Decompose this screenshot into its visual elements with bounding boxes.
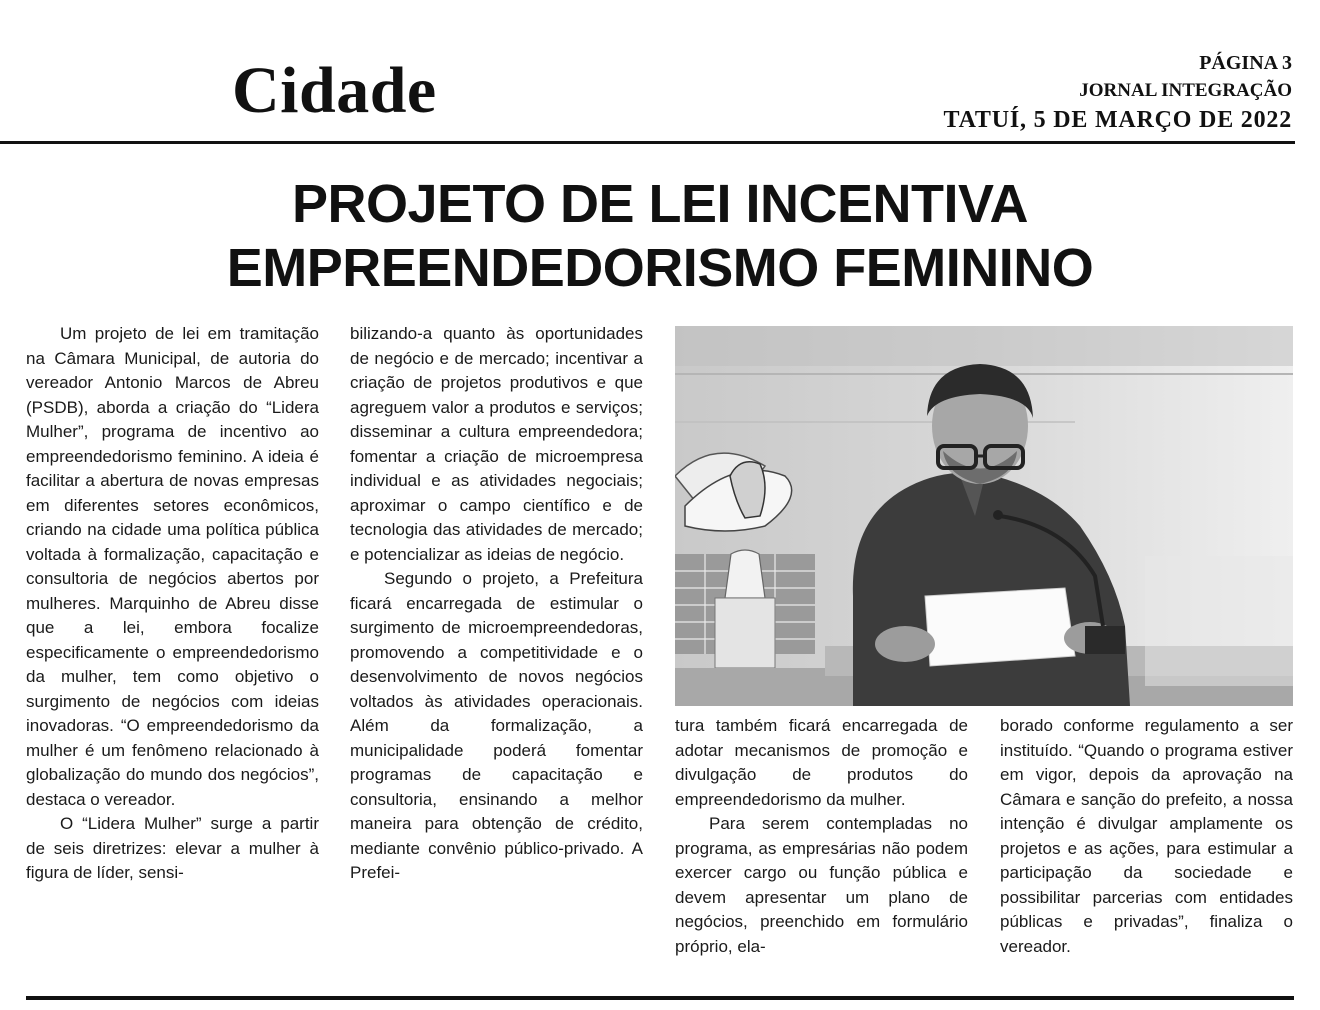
paragraph: borado conforme regulamento a ser instituído. “Quando o programa estiver em vigor, depois da aprovação na Câmara e sanção do prefeito, a nossa intenção é divulgar amplamente os projetos e as ações, para estimular a participação da sociedade e possibilitar parcerias com entidades públicas e privadas”, finaliza o vereador. [1000, 716, 1293, 956]
article-column-4 [1000, 714, 1293, 992]
paragraph: bilizando-a quanto às oportunidades de negócio e de mercado; incentivar a criação de projetos produtivos e que agreguem valor a produtos e serviços; disseminar a cultura empreendedora; fomentar a criação de microempresa individual e as atividades negociais; aproximar o campo científico e de tecnologia das atividades de mercado; e potencializar as ideias de negócio. [350, 324, 643, 564]
masthead-divider [0, 141, 1295, 144]
paragraph: tura também ficará encarregada de adotar mecanismos de promoção e divulgação de produtos do empreendedorismo da mulher. [675, 716, 968, 809]
article-column-3 [675, 714, 968, 992]
article-column-1 [26, 322, 319, 992]
paragraph: O “Lidera Mulher” surge a partir de seis diretrizes: elevar a mulher à figura de líder, sensi- [26, 814, 319, 882]
paragraph: Segundo o projeto, a Prefeitura ficará encarregada de estimular o surgimento de microempreendedoras, promovendo a competitividade e o desenvolvimento de novos negócios voltados às atividades operacionais. Além da formalização, a municipalidade poderá fomentar programas de capacitação e consultoria, ensinando a melhor maneira para obtenção de crédito, mediante convênio público-privado. A Prefei- [350, 569, 643, 882]
section-title: Cidade [232, 54, 437, 127]
page-number: PÁGINA 3 [1199, 52, 1292, 74]
article-photo [675, 326, 1293, 706]
dateline: TATUÍ, 5 DE MARÇO DE 2022 [943, 107, 1292, 133]
paragraph: Um projeto de lei em tramitação na Câmara Municipal, de autoria do vereador Antonio Marcos de Abreu (PSDB), aborda a criação do “Lidera Mulher”, programa de incentivo ao empreendedorismo feminino. A ideia é facilitar a abertura de novas empresas em diferentes setores econômicos, criando na cidade uma política pública voltada à formalização, capacitação e consultoria de negócios abertos por mulheres. Marquinho de Abreu disse que a lei, embora focalize especificamente o empreendedorismo da mulher, tem como objetivo o surgimento de negócios com ideias inovadoras. “O empreendedorismo da mulher é um fenômeno relacionado à globalização do mundo dos negócios”, destaca o vereador. [26, 324, 319, 809]
headline-line-1: PROJETO DE LEI INCENTIVA [291, 174, 1029, 234]
masthead-info [944, 50, 1292, 136]
headline-line-2: EMPREENDEDORISMO FEMININO [226, 238, 1094, 298]
newspaper-name: JORNAL INTEGRAÇÃO [1079, 80, 1292, 101]
article-headline [40, 172, 1280, 300]
article-column-2 [350, 322, 643, 992]
page-bottom-rule [26, 996, 1294, 1000]
paragraph: Para serem contempladas no programa, as empresárias não podem exercer cargo ou função pública e devem apresentar um plano de negócios, preenchido em formulário próprio, ela- [675, 814, 968, 956]
